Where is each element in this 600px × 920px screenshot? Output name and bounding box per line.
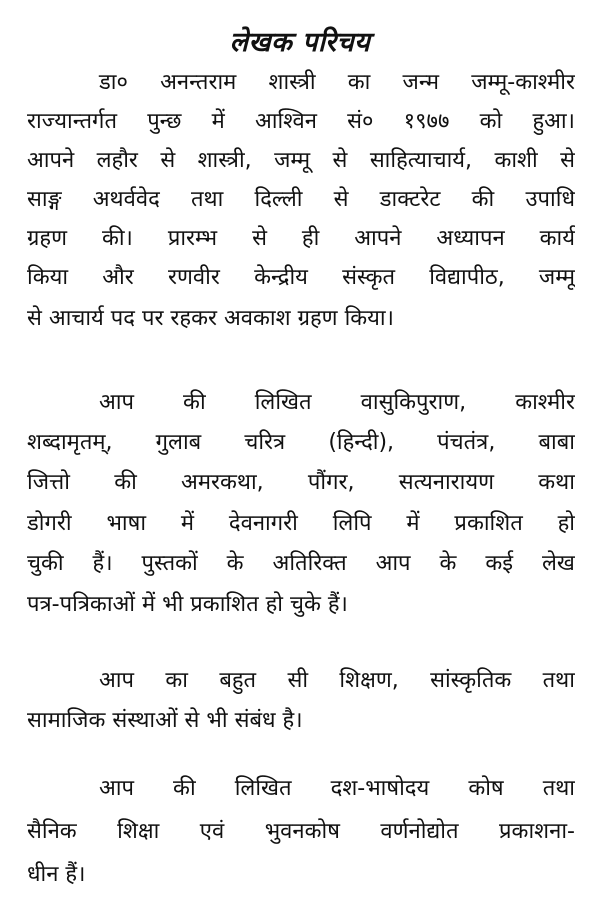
paragraph-1-line-5 bbox=[27, 224, 575, 254]
word: की bbox=[471, 187, 495, 212]
paragraph-1-line-7: से आचार्य पद पर रहकर अवकाश ग्रहण किया। bbox=[27, 306, 394, 331]
word: से bbox=[160, 148, 176, 173]
paragraph-4-line-3: धीन हैं। bbox=[27, 862, 86, 887]
word: लिखित bbox=[234, 776, 292, 801]
word: प्रकाशित bbox=[454, 511, 523, 536]
word: में bbox=[180, 511, 195, 536]
word: में bbox=[211, 109, 225, 134]
word: लेख bbox=[542, 551, 575, 576]
word: राज्यान्तर्गत bbox=[27, 109, 117, 134]
word: कथा bbox=[538, 470, 575, 495]
word: आप bbox=[99, 390, 134, 415]
word: बहुत bbox=[219, 668, 257, 693]
word: में bbox=[406, 511, 420, 536]
word: अमरकथा, bbox=[181, 470, 264, 495]
word: का bbox=[165, 668, 188, 693]
word: अध्यापन bbox=[436, 226, 505, 251]
page-title: लेखक परिचय bbox=[229, 27, 371, 58]
word: पौंगर, bbox=[307, 470, 355, 495]
word: शास्त्री bbox=[268, 70, 316, 95]
word: अतिरिक्त bbox=[272, 551, 347, 576]
word: बाबा bbox=[538, 430, 575, 455]
word: अथर्ववेद bbox=[92, 187, 160, 212]
word: आपने bbox=[354, 226, 402, 251]
word: की bbox=[173, 776, 196, 801]
word: तथा bbox=[190, 187, 224, 212]
word: डाक्टरेट bbox=[379, 187, 441, 212]
paragraph-4-line-2 bbox=[27, 817, 575, 847]
paragraph-1-line-2 bbox=[27, 107, 575, 137]
word: (हिन्दी), bbox=[328, 430, 395, 455]
word: लहौर bbox=[96, 148, 138, 173]
word: उपाधि bbox=[525, 187, 575, 212]
word: आश्विन bbox=[254, 109, 317, 134]
word: कोष bbox=[468, 776, 504, 801]
word: वर्णनोद्योत bbox=[380, 819, 459, 844]
word: के bbox=[439, 551, 457, 576]
word: साहित्याचार्य, bbox=[369, 148, 473, 173]
paragraph-2-line-1 bbox=[27, 388, 575, 418]
word: चरित्र bbox=[244, 430, 286, 455]
word: देवनागरी bbox=[228, 511, 298, 536]
word: आप bbox=[375, 551, 411, 576]
word: जम्मू bbox=[538, 265, 575, 290]
word: सं० bbox=[347, 109, 374, 134]
word: अनन्तराम bbox=[160, 70, 237, 95]
word: की bbox=[114, 470, 137, 495]
paragraph-2-line-5 bbox=[27, 549, 575, 579]
word: और bbox=[102, 265, 134, 290]
word: जम्मू-काश्मीर bbox=[471, 70, 575, 95]
paragraph-4-line-1 bbox=[27, 774, 575, 804]
word: जन्म bbox=[402, 70, 440, 95]
word: डा० bbox=[99, 70, 128, 95]
paragraph-2-line-4 bbox=[27, 509, 575, 539]
word: आप bbox=[99, 776, 134, 801]
paragraph-1-line-6 bbox=[27, 263, 575, 293]
word: का bbox=[347, 70, 371, 95]
word: सांस्कृतिक bbox=[430, 668, 512, 693]
word: शिक्षा bbox=[117, 819, 160, 844]
paragraph-3-line-2: सामाजिक संस्थाओं से भी संबंध है। bbox=[27, 708, 303, 733]
word: दिल्ली bbox=[254, 187, 303, 212]
word: लिखित bbox=[254, 390, 312, 415]
word: से bbox=[252, 226, 267, 251]
word: शिक्षण, bbox=[339, 668, 399, 693]
word: को bbox=[479, 109, 503, 134]
paragraph-2-line-2 bbox=[27, 428, 575, 458]
paragraph-2-line-3 bbox=[27, 468, 575, 498]
word: ही bbox=[301, 226, 320, 251]
word: जित्तो bbox=[27, 470, 70, 495]
word: हो bbox=[557, 511, 575, 536]
paragraph-1-line-4 bbox=[27, 185, 575, 215]
word: ग्रहण bbox=[27, 226, 67, 251]
word: दश-भाषोदय bbox=[330, 776, 430, 801]
word: जम्मू bbox=[274, 148, 311, 173]
word: किया bbox=[27, 265, 69, 290]
word: कार्य bbox=[539, 226, 575, 251]
word: भुवनकोष bbox=[264, 819, 340, 844]
word: शब्दामृतम्, bbox=[27, 430, 113, 455]
word: आप bbox=[99, 668, 134, 693]
word: १९७७ bbox=[403, 109, 450, 134]
word: लिपि bbox=[332, 511, 372, 536]
paragraph-2-line-6: पत्र-पत्रिकाओं में भी प्रकाशित हो चुके हैं। bbox=[27, 592, 348, 617]
word: केन्द्रीय bbox=[254, 265, 308, 290]
paragraph-1-line-1 bbox=[27, 68, 575, 98]
word: एवं bbox=[199, 819, 225, 844]
word: से bbox=[333, 187, 349, 212]
word: की। bbox=[101, 226, 133, 251]
paragraph-3-line-1 bbox=[27, 666, 575, 696]
word: हैं। bbox=[92, 551, 113, 576]
word: काशी bbox=[494, 148, 538, 173]
word: सैनिक bbox=[27, 819, 77, 844]
word: डोगरी bbox=[27, 511, 72, 536]
word: चुकी bbox=[27, 551, 64, 576]
word: सी bbox=[287, 668, 309, 693]
word: काश्मीर bbox=[515, 390, 575, 415]
word: विद्यापीठ, bbox=[429, 265, 505, 290]
word: गुलाब bbox=[155, 430, 202, 455]
word: रणवीर bbox=[168, 265, 220, 290]
word: संस्कृत bbox=[342, 265, 396, 290]
word: कई bbox=[485, 551, 514, 576]
word: वासुकिपुराण, bbox=[360, 390, 467, 415]
word: प्रारम्भ bbox=[167, 226, 218, 251]
word: भाषा bbox=[106, 511, 147, 536]
word: से bbox=[332, 148, 348, 173]
word: से bbox=[560, 148, 575, 173]
word: हुआ। bbox=[532, 109, 575, 134]
word: पुन्छ bbox=[147, 109, 182, 134]
paragraph-1-line-3 bbox=[27, 146, 575, 176]
word: तथा bbox=[542, 776, 575, 801]
word: पंचतंत्र, bbox=[437, 430, 496, 455]
word: सत्यनारायण bbox=[398, 470, 495, 495]
word: प्रकाशना- bbox=[499, 819, 575, 844]
word: तथा bbox=[542, 668, 575, 693]
word: पुस्तकों bbox=[141, 551, 198, 576]
word: शास्त्री, bbox=[197, 148, 252, 173]
word: की bbox=[183, 390, 206, 415]
word: साङ्ग bbox=[27, 187, 62, 212]
word: आपने bbox=[27, 148, 75, 173]
word: के bbox=[226, 551, 244, 576]
